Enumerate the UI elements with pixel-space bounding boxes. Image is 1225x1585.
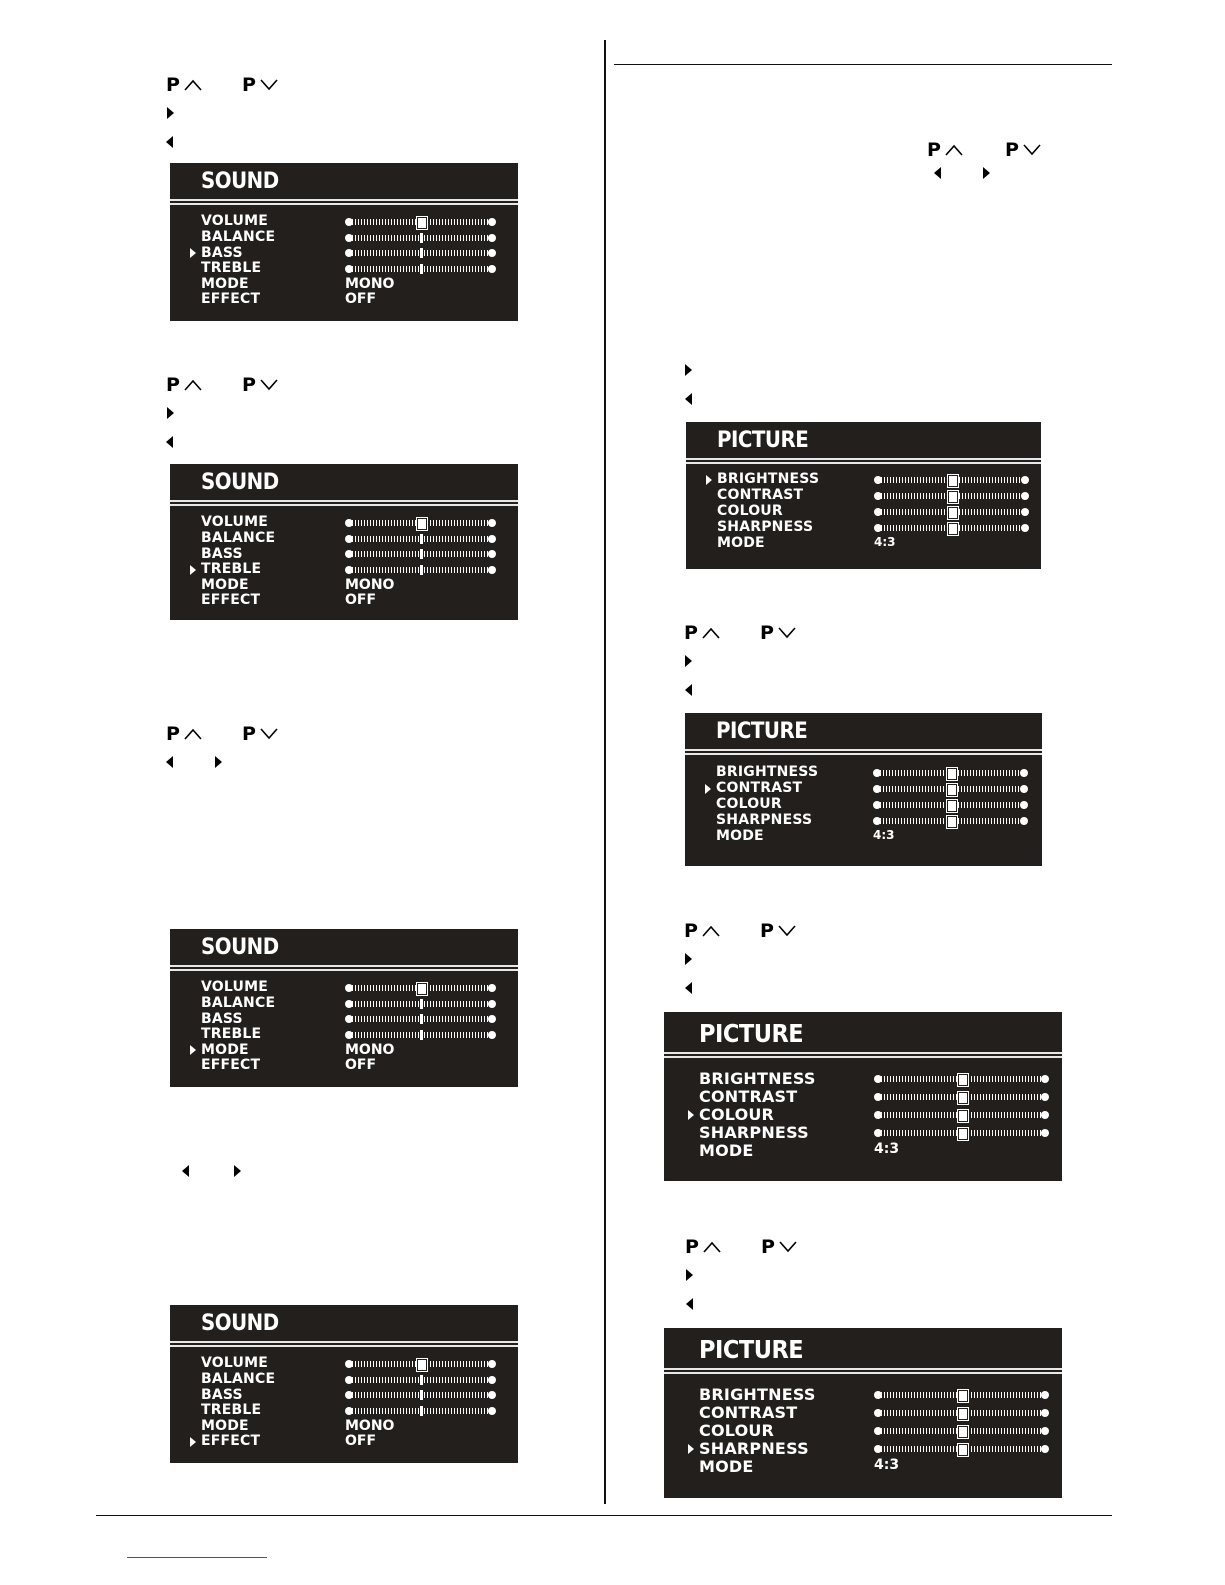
selection-arrow-icon — [705, 784, 711, 794]
menu-divider — [686, 462, 1041, 464]
right-arrow-icon — [167, 407, 174, 419]
menu-divider — [170, 199, 518, 201]
left-arrow-icon — [166, 756, 173, 768]
menu-title: SOUND — [201, 935, 279, 960]
chevron-up-icon — [184, 728, 202, 740]
menu-divider — [170, 500, 518, 502]
menu-item-label[interactable]: VOLUME — [201, 979, 268, 996]
picture-menu — [686, 422, 1041, 569]
menu-divider — [170, 504, 518, 506]
menu-item-label[interactable]: CONTRAST — [716, 780, 803, 797]
menu-item-value: 4:3 — [874, 1457, 900, 1474]
menu-item-label[interactable]: TREBLE — [201, 561, 262, 578]
menu-item-label[interactable]: TREBLE — [201, 1026, 262, 1043]
menu-item-label[interactable]: SHARPNESS — [717, 519, 814, 536]
menu-item-value: 4:3 — [873, 828, 895, 843]
level-slider — [873, 784, 1028, 794]
level-slider — [345, 983, 496, 993]
level-slider — [345, 518, 496, 528]
menu-item-label[interactable]: TREBLE — [201, 260, 262, 277]
sound-menu — [170, 929, 518, 1087]
menu-item-label[interactable]: VOLUME — [201, 514, 268, 531]
right-arrow-icon — [215, 756, 222, 768]
level-slider — [345, 1014, 496, 1024]
menu-title: SOUND — [201, 470, 279, 495]
menu-item-label[interactable]: BRIGHTNESS — [699, 1385, 816, 1405]
menu-item-label[interactable]: COLOUR — [716, 796, 782, 813]
level-slider — [874, 1092, 1049, 1102]
p-key-label: P — [166, 723, 180, 745]
level-slider — [345, 217, 496, 227]
menu-divider — [170, 969, 518, 971]
menu-divider — [170, 1345, 518, 1347]
chevron-up-icon — [184, 379, 202, 391]
left-arrow-icon — [685, 982, 692, 994]
footer-link-underline — [127, 1557, 267, 1558]
menu-title: SOUND — [201, 169, 279, 194]
menu-divider — [664, 1372, 1062, 1374]
menu-item-label[interactable]: COLOUR — [717, 503, 783, 520]
selection-arrow-icon — [190, 1045, 196, 1055]
menu-item-label[interactable]: VOLUME — [201, 213, 268, 230]
level-slider — [345, 1390, 496, 1400]
menu-divider — [170, 965, 518, 967]
menu-item-label[interactable]: BRIGHTNESS — [717, 471, 820, 488]
picture-menu — [664, 1012, 1062, 1181]
menu-item-label[interactable]: MODE — [201, 576, 249, 593]
p-key-label: P — [760, 622, 774, 644]
p-key-label: P — [684, 920, 698, 942]
column-divider — [604, 40, 606, 1504]
chevron-down-icon — [779, 1241, 797, 1253]
menu-item-label[interactable]: CONTRAST — [717, 487, 804, 504]
menu-divider — [664, 1052, 1062, 1054]
level-slider — [874, 507, 1029, 517]
chevron-down-icon — [260, 379, 278, 391]
p-key-label: P — [684, 622, 698, 644]
menu-item-label[interactable]: COLOUR — [699, 1421, 775, 1441]
menu-item-label[interactable]: BALANCE — [201, 228, 276, 245]
menu-item-value: MONO — [345, 275, 395, 292]
chevron-down-icon — [1023, 144, 1041, 156]
menu-item-value: OFF — [345, 291, 377, 308]
level-slider — [874, 1128, 1049, 1138]
level-slider — [874, 1074, 1049, 1084]
p-key-label: P — [242, 74, 256, 96]
menu-item-label[interactable]: MODE — [201, 275, 249, 292]
p-key-label: P — [242, 374, 256, 396]
selection-arrow-icon — [688, 1444, 694, 1454]
menu-title: PICTURE — [699, 1019, 804, 1048]
menu-item-label[interactable]: EFFECT — [201, 291, 261, 308]
menu-item-label[interactable]: BRIGHTNESS — [716, 764, 819, 781]
menu-item-label[interactable]: TREBLE — [201, 1402, 262, 1419]
menu-item-label[interactable]: MODE — [201, 1417, 249, 1434]
menu-divider — [664, 1368, 1062, 1370]
right-arrow-icon — [685, 364, 692, 376]
p-key-label: P — [760, 920, 774, 942]
menu-item-label[interactable]: MODE — [201, 1041, 249, 1058]
level-slider — [345, 248, 496, 258]
menu-item-value: OFF — [345, 1433, 377, 1450]
chevron-up-icon — [184, 79, 202, 91]
chevron-down-icon — [778, 627, 796, 639]
menu-divider — [686, 458, 1041, 460]
right-arrow-icon — [685, 655, 692, 667]
menu-divider — [664, 1056, 1062, 1058]
menu-item-label[interactable]: CONTRAST — [699, 1087, 798, 1107]
menu-item-label[interactable]: BALANCE — [201, 529, 276, 546]
menu-item-label[interactable]: VOLUME — [201, 1355, 268, 1372]
level-slider — [345, 565, 496, 575]
right-arrow-icon — [983, 167, 990, 179]
left-arrow-icon — [685, 684, 692, 696]
chevron-up-icon — [702, 627, 720, 639]
menu-item-label[interactable]: BRIGHTNESS — [699, 1069, 816, 1089]
menu-item-label[interactable]: EFFECT — [201, 1433, 261, 1450]
picture-menu — [664, 1328, 1062, 1498]
level-slider — [345, 999, 496, 1009]
menu-item-value: MONO — [345, 576, 395, 593]
chevron-up-icon — [702, 925, 720, 937]
chevron-down-icon — [260, 79, 278, 91]
menu-item-label[interactable]: MODE — [699, 1141, 754, 1161]
menu-divider — [685, 749, 1042, 751]
level-slider — [345, 1359, 496, 1369]
right-arrow-icon — [685, 953, 692, 965]
left-arrow-icon — [685, 393, 692, 405]
selection-arrow-icon — [190, 1437, 196, 1447]
menu-item-label[interactable]: BASS — [201, 1386, 243, 1403]
level-slider — [874, 523, 1029, 533]
menu-item-label[interactable]: BALANCE — [201, 994, 276, 1011]
level-slider — [345, 1375, 496, 1385]
p-key-label: P — [242, 723, 256, 745]
left-arrow-icon — [166, 436, 173, 448]
footer-rule — [96, 1515, 1112, 1516]
menu-item-value: MONO — [345, 1417, 395, 1434]
left-arrow-icon — [166, 136, 173, 148]
level-slider — [873, 768, 1028, 778]
menu-item-label[interactable]: SHARPNESS — [716, 812, 813, 829]
menu-item-value: 4:3 — [874, 535, 896, 550]
menu-divider — [685, 753, 1042, 755]
menu-item-label[interactable]: SHARPNESS — [699, 1123, 809, 1143]
level-slider — [345, 233, 496, 243]
menu-item-value: 4:3 — [874, 1141, 900, 1158]
menu-divider — [170, 1341, 518, 1343]
left-arrow-icon — [934, 167, 941, 179]
menu-item-value: OFF — [345, 592, 377, 609]
menu-item-label[interactable]: COLOUR — [699, 1105, 775, 1125]
menu-item-label[interactable]: CONTRAST — [699, 1403, 798, 1423]
p-key-label: P — [761, 1236, 775, 1258]
p-key-label: P — [927, 139, 941, 161]
menu-item-label[interactable]: EFFECT — [201, 592, 261, 609]
level-slider — [873, 816, 1028, 826]
menu-item-label[interactable]: BASS — [201, 545, 243, 562]
right-arrow-icon — [234, 1165, 241, 1177]
p-key-label: P — [1005, 139, 1019, 161]
left-arrow-icon — [686, 1298, 693, 1310]
level-slider — [345, 534, 496, 544]
menu-title: PICTURE — [699, 1335, 804, 1364]
level-slider — [874, 475, 1029, 485]
selection-arrow-icon — [688, 1110, 694, 1120]
right-arrow-icon — [167, 107, 174, 119]
menu-item-label[interactable]: BASS — [201, 1010, 243, 1027]
chevron-down-icon — [778, 925, 796, 937]
level-slider — [345, 264, 496, 274]
level-slider — [345, 1406, 496, 1416]
menu-item-label[interactable]: MODE — [699, 1457, 754, 1477]
chevron-down-icon — [260, 728, 278, 740]
p-key-label: P — [685, 1236, 699, 1258]
menu-item-label[interactable]: MODE — [717, 535, 765, 552]
sound-menu — [170, 1305, 518, 1463]
level-slider — [874, 1110, 1049, 1120]
selection-arrow-icon — [190, 248, 196, 258]
right-arrow-icon — [686, 1269, 693, 1281]
selection-arrow-icon — [706, 475, 712, 485]
left-arrow-icon — [182, 1165, 189, 1177]
level-slider — [345, 549, 496, 559]
menu-item-label[interactable]: BALANCE — [201, 1370, 276, 1387]
selection-arrow-icon — [190, 565, 196, 575]
menu-item-label[interactable]: SHARPNESS — [699, 1439, 809, 1459]
level-slider — [873, 800, 1028, 810]
sound-menu — [170, 163, 518, 321]
level-slider — [874, 1390, 1049, 1400]
menu-title: PICTURE — [717, 428, 809, 453]
p-key-label: P — [166, 74, 180, 96]
menu-item-label[interactable]: EFFECT — [201, 1057, 261, 1074]
menu-item-label[interactable]: MODE — [716, 828, 764, 845]
p-key-label: P — [166, 374, 180, 396]
menu-title: SOUND — [201, 1311, 279, 1336]
level-slider — [874, 1444, 1049, 1454]
chevron-up-icon — [945, 144, 963, 156]
level-slider — [874, 491, 1029, 501]
level-slider — [874, 1408, 1049, 1418]
menu-title: PICTURE — [716, 719, 808, 744]
sound-menu — [170, 464, 518, 620]
menu-item-value: OFF — [345, 1057, 377, 1074]
menu-divider — [170, 203, 518, 205]
chevron-up-icon — [703, 1241, 721, 1253]
menu-item-label[interactable]: BASS — [201, 244, 243, 261]
picture-menu — [685, 713, 1042, 866]
right-header-rule — [614, 64, 1112, 65]
level-slider — [345, 1030, 496, 1040]
level-slider — [874, 1426, 1049, 1436]
menu-item-value: MONO — [345, 1041, 395, 1058]
